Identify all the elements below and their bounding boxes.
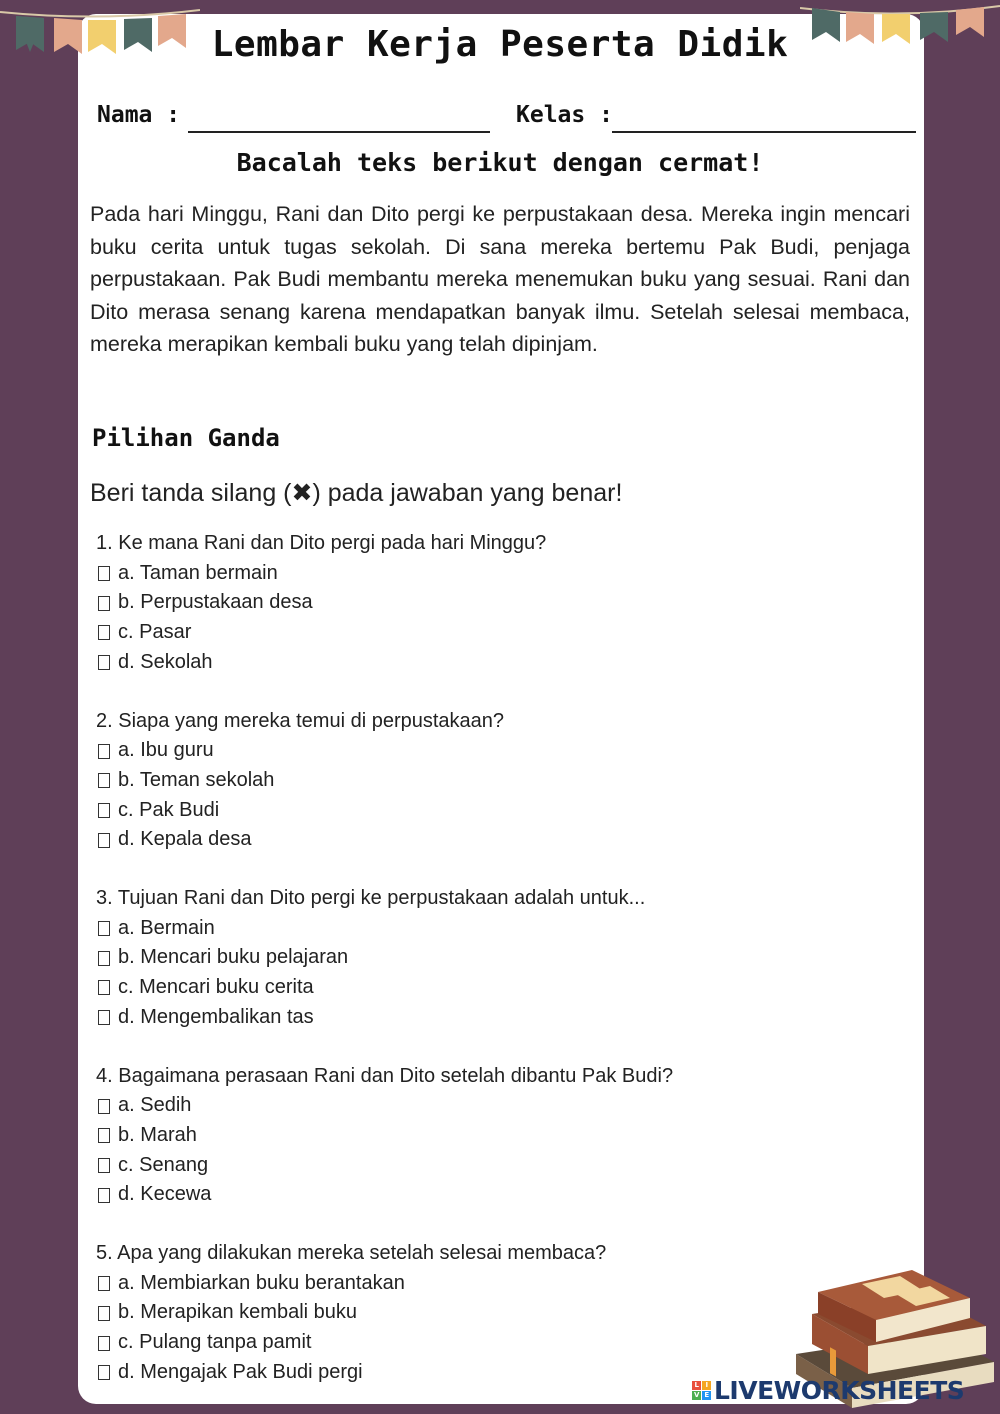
answer-option[interactable] [96,618,896,648]
checkbox-icon[interactable] [98,1306,110,1321]
answer-option[interactable] [96,559,896,589]
question-5 [96,1239,896,1388]
checkbox-icon[interactable] [98,1188,110,1203]
reading-passage: Pada hari Minggu, Rani dan Dito pergi ke perpustakaan desa. Mereka ingin mencari buku cerita untuk tugas sekolah. Di sana mereka bertemu Pak Budi, penjaga perpustakaan. Pak Budi membantu mereka menemukan buku yang sesuai. Rani dan Dito merasa senang karena mendapatkan banyak ilmu. Setelah selesai membaca, mereka merapikan kembali buku yang telah dipinjam. [90,202,910,357]
question-text: 5. Apa yang dilakukan mereka setelah selesai membaca? [96,1242,607,1265]
question-text: 1. Ke mana Rani dan Dito pergi pada hari Minggu? [96,532,547,554]
answer-option[interactable] [96,1121,896,1151]
answer-option[interactable] [96,736,896,766]
option-label: b. Merapikan kembali buku [118,1301,358,1324]
class-label: Kelas : [516,102,613,128]
question-list [96,529,896,1414]
option-label: d. Kepala desa [118,828,252,851]
option-label: a. Sedih [118,1094,192,1117]
answer-option[interactable] [96,796,896,826]
multiple-choice-instruction: Beri tanda silang (✖) pada jawaban yang benar! [90,479,623,507]
answer-option[interactable] [96,648,896,678]
checkbox-icon[interactable] [98,625,110,640]
checkbox-icon[interactable] [98,1276,110,1291]
option-label: a. Taman bermain [118,561,278,584]
logo-letter: I [702,1381,711,1390]
answer-option[interactable] [96,588,896,618]
option-label: b. Teman sekolah [118,768,275,791]
option-label: a. Bermain [118,916,215,939]
checkbox-icon[interactable] [98,1099,110,1114]
question-2 [96,707,896,856]
question-text: 4. Bagaimana perasaan Rani dan Dito setelah dibantu Pak Budi? [96,1064,674,1087]
checkbox-icon[interactable] [98,566,110,581]
option-label: a. Membiarkan buku berantakan [118,1271,405,1294]
answer-option[interactable] [96,943,896,973]
name-label: Nama : [97,102,181,128]
checkbox-icon[interactable] [98,655,110,670]
checkbox-icon[interactable] [98,1158,110,1173]
question-3 [96,884,896,1033]
worksheet-title: Lembar Kerja Peserta Didik [211,24,789,65]
option-label: b. Perpustakaan desa [118,591,313,614]
answer-option[interactable] [96,766,896,796]
answer-option[interactable] [96,1003,896,1033]
question-4 [96,1062,896,1211]
answer-option[interactable] [96,1328,896,1358]
checkbox-icon[interactable] [98,980,110,995]
answer-option[interactable] [96,1269,896,1299]
option-label: d. Mengembalikan tas [118,1005,314,1028]
name-field[interactable] [188,131,490,133]
option-label: c. Senang [118,1153,209,1176]
checkbox-icon[interactable] [98,1365,110,1380]
logo-letter: V [692,1391,701,1400]
option-label: d. Sekolah [118,650,213,673]
checkbox-icon[interactable] [98,921,110,936]
option-label: c. Mencari buku cerita [118,976,314,999]
option-label: a. Ibu guru [118,739,214,762]
checkbox-icon[interactable] [98,833,110,848]
option-label: b. Mencari buku pelajaran [118,946,349,969]
answer-option[interactable] [96,973,896,1003]
answer-option[interactable] [96,1298,896,1328]
question-text: 3. Tujuan Rani dan Dito pergi ke perpustakaan adalah untuk... [96,887,646,910]
checkbox-icon[interactable] [98,803,110,818]
watermark-text: LIVEWORKSHEETS [714,1376,965,1405]
answer-option[interactable] [96,1151,896,1181]
reading-instruction: Bacalah teks berikut dengan cermat! [236,148,764,177]
class-field[interactable] [612,131,916,133]
checkbox-icon[interactable] [98,1128,110,1143]
checkbox-icon[interactable] [98,596,110,611]
logo-letter: E [702,1391,711,1400]
option-label: c. Pasar [118,621,192,644]
option-label: c. Pulang tanpa pamit [118,1331,312,1354]
liveworksheets-logo-icon [692,1381,711,1400]
option-label: c. Pak Budi [118,798,220,821]
question-text: 2. Siapa yang mereka temui di perpustakaan? [96,709,505,732]
option-label: d. Mengajak Pak Budi pergi [118,1360,363,1383]
answer-option[interactable] [96,825,896,855]
logo-letter: L [692,1381,701,1390]
checkbox-icon[interactable] [98,1010,110,1025]
option-label: b. Marah [118,1123,197,1146]
liveworksheets-watermark [692,1376,964,1405]
checkbox-icon[interactable] [98,1336,110,1351]
checkbox-icon[interactable] [98,744,110,759]
section-title: Pilihan Ganda [92,424,280,452]
answer-option[interactable] [96,914,896,944]
checkbox-icon[interactable] [98,773,110,788]
answer-option[interactable] [96,1180,896,1210]
answer-option[interactable] [96,1091,896,1121]
option-label: d. Kecewa [118,1183,212,1206]
question-1 [96,529,896,678]
checkbox-icon[interactable] [98,951,110,966]
